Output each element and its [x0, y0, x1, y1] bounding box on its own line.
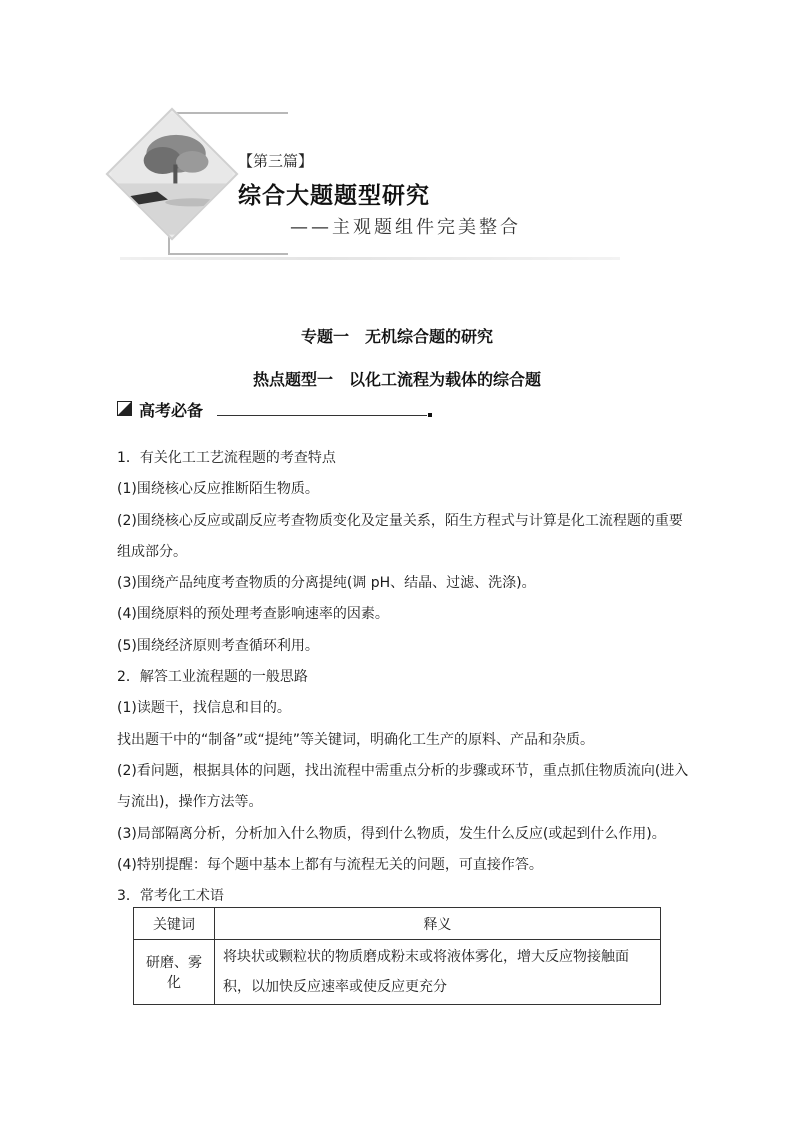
- text-line: (2)看问题，根据具体的问题，找出流程中需重点分析的步骤或环节，重点抓住物质流向(进入: [117, 762, 689, 779]
- banner-tag: 【第三篇】: [238, 152, 314, 170]
- text-line: (3)局部隔离分析，分析加入什么物质，得到什么物质，发生什么反应(或起到什么作用)。: [117, 825, 666, 842]
- text-line: 2．解答工业流程题的一般思路: [117, 669, 308, 686]
- table-cell-meaning: 将块状或颗粒状的物质磨成粉末或将液体雾化，增大反应物接触面积，以加快反应速率或使反应更充分: [215, 940, 661, 1005]
- terms-table: [133, 907, 661, 1005]
- banner-frame-bottom: [168, 253, 288, 255]
- text-line: 1．有关化工工艺流程题的考查特点: [117, 450, 336, 466]
- chapter-banner: [110, 105, 630, 270]
- text-line: 组成部分。: [117, 543, 187, 560]
- table-row: [134, 940, 661, 1005]
- subtopic-heading: 热点题型一 以化工流程为载体的综合题: [252, 370, 541, 389]
- table-header-meaning: 释义: [215, 908, 661, 940]
- section-rule-end: [428, 413, 432, 417]
- section-rule: [217, 415, 427, 416]
- landscape-illustration: [111, 113, 233, 235]
- section-header: [117, 398, 437, 420]
- banner-landscape-image: [106, 108, 239, 241]
- section-label: 高考必备: [139, 401, 204, 420]
- table-cell-keyword: 研磨、雾化: [134, 940, 215, 1005]
- text-line: (5)围绕经济原则考查循环利用。: [117, 637, 319, 654]
- text-line: 3．常考化工术语: [117, 888, 224, 905]
- text-line: (4)围绕原料的预处理考查影响速率的因素。: [117, 606, 389, 623]
- text-line: 找出题干中的“制备”或“提纯”等关键词，明确化工生产的原料、产品和杂质。: [117, 731, 595, 748]
- banner-subtitle: ——主观题组件完美整合: [290, 217, 521, 238]
- banner-title: 综合大题题型研究: [238, 182, 430, 209]
- body-text: [117, 443, 689, 912]
- text-line: (2)围绕核心反应或副反应考查物质变化及定量关系，陌生方程式与计算是化工流程题的重要: [117, 512, 683, 529]
- table-header-keyword: 关键词: [134, 908, 215, 940]
- topic-heading: 专题一 无机综合题的研究: [300, 327, 493, 346]
- text-line: (4)特别提醒：每个题中基本上都有与流程无关的问题，可直接作答。: [117, 856, 543, 873]
- text-line: 与流出)，操作方法等。: [117, 794, 263, 811]
- banner-frame-top: [168, 112, 288, 114]
- table-header-row: [134, 908, 661, 940]
- text-line: (3)围绕产品纯度考查物质的分离提纯(调 pH、结晶、过滤、洗涤)。: [117, 575, 536, 592]
- text-line: (1)围绕核心反应推断陌生物质。: [117, 481, 319, 498]
- text-line: (1)读题干，找信息和目的。: [117, 700, 291, 717]
- banner-shadow: [120, 257, 620, 260]
